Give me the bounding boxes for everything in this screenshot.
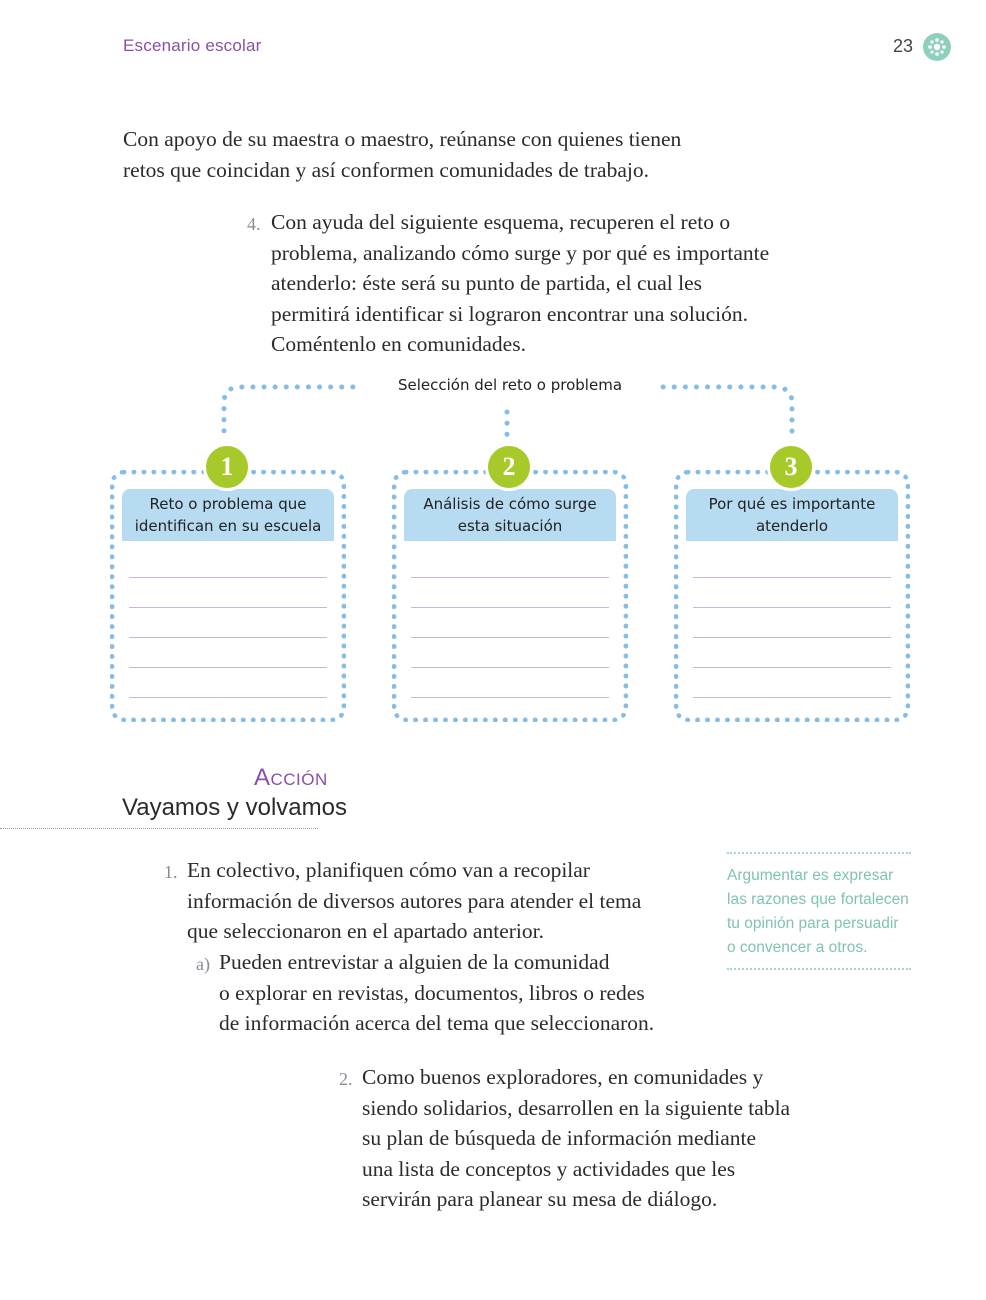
page-number: 23: [893, 36, 914, 56]
step-1a-letter: a): [196, 954, 210, 974]
box-1-heading: [122, 489, 334, 541]
sidenote-line: las razones que fortalecen: [727, 891, 909, 908]
step-1-line: En colectivo, planifiquen cómo van a recopilar: [187, 858, 590, 882]
step-1a-text: [219, 947, 654, 1039]
step-4-line: Coméntenlo en comunidades.: [271, 332, 526, 356]
box-3-heading-line: Por qué es importante: [708, 495, 876, 513]
step-2-line: Como buenos exploradores, en comunidades y: [362, 1065, 764, 1089]
step-4-line: atenderlo: éste será su punto de partida, el cual les: [271, 271, 703, 295]
step-1a-line: de información acerca del tema que seleccionaron.: [219, 1011, 655, 1035]
writing-line[interactable]: [411, 607, 609, 608]
intro-line: retos que coincidan y así conformen comunidades de trabajo.: [123, 157, 649, 182]
writing-line[interactable]: [411, 577, 609, 578]
step-2-line: servirán para planear su mesa de diálogo.: [362, 1187, 718, 1211]
sidenote-line: Argumentar es expresar: [727, 867, 894, 884]
writing-line[interactable]: [129, 607, 327, 608]
step-2-line: su plan de búsqueda de información mediante: [362, 1126, 757, 1150]
writing-line[interactable]: [129, 697, 327, 698]
intro-line: Con apoyo de su maestra o maestro, reúnanse con quienes tienen: [123, 127, 682, 151]
step-4-number: 4.: [247, 214, 261, 234]
step-1-line: que seleccionaron en el apartado anterior.: [187, 919, 544, 943]
step-4-line: problema, analizando cómo surge y por qué es importante: [271, 240, 770, 265]
writing-line[interactable]: [693, 637, 891, 638]
step-2-line: una lista de conceptos y actividades que les: [362, 1156, 736, 1181]
running-head: Escenario escolar: [123, 36, 262, 55]
box-2-heading-line: Análisis de cómo surge: [423, 495, 597, 513]
step-2-number: 2.: [339, 1069, 353, 1089]
step-1-line: información de diversos autores para atender el tema: [187, 888, 642, 913]
section-title: Vayamos y volvamos: [122, 794, 347, 821]
step-4-line: Con ayuda del siguiente esquema, recuperen el reto o: [271, 210, 731, 234]
writing-line[interactable]: [129, 667, 327, 668]
schema-box-3: [674, 470, 910, 722]
box-2-heading: [404, 489, 616, 541]
sidenote-line: o convencer a otros.: [727, 939, 868, 956]
writing-line[interactable]: [693, 607, 891, 608]
writing-line[interactable]: [129, 577, 327, 578]
box-3-heading: [686, 489, 898, 541]
step-1-text: [187, 855, 641, 947]
step-1a-line: o explorar en revistas, documentos, libros o redes: [219, 980, 645, 1005]
sidenote-definition: [727, 852, 911, 970]
step-2-line: siendo solidarios, desarrollen en la siguiente tabla: [362, 1095, 791, 1120]
box-1-heading-line: identifican en su escuela: [134, 517, 322, 535]
schema-title: Selección del reto o problema: [360, 376, 660, 394]
step-2-text: [362, 1062, 790, 1215]
writing-line[interactable]: [129, 637, 327, 638]
step-1a-line: Pueden entrevistar a alguien de la comunidad: [219, 950, 610, 974]
section-rule: [0, 828, 318, 829]
badge-3: 3: [767, 443, 815, 491]
writing-line[interactable]: [411, 637, 609, 638]
schema-box-1: [110, 470, 346, 722]
writing-line[interactable]: [411, 667, 609, 668]
badge-1: 1: [203, 443, 251, 491]
step-4-line: permitirá identificar si lograron encontrar una solución.: [271, 301, 749, 326]
schema-box-2: [392, 470, 628, 722]
writing-line[interactable]: [411, 697, 609, 698]
step-1-number: 1.: [164, 862, 178, 882]
writing-line[interactable]: [693, 577, 891, 578]
sidenote-line: tu opinión para persuadir: [727, 915, 899, 932]
box-3-heading-line: atenderlo: [755, 517, 829, 535]
writing-line[interactable]: [693, 667, 891, 668]
section-label: Acción: [254, 764, 328, 791]
box-1-heading-line: Reto o problema que: [149, 495, 307, 513]
writing-line[interactable]: [693, 697, 891, 698]
badge-2: 2: [485, 443, 533, 491]
box-2-heading-line: esta situación: [457, 517, 563, 535]
